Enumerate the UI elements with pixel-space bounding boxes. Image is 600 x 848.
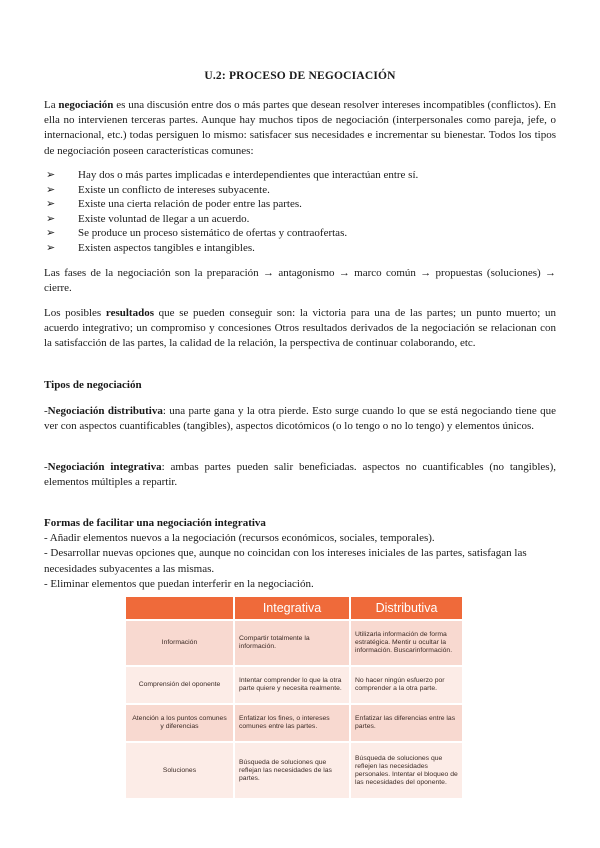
table-row	[126, 704, 462, 742]
table-cell: Atención a los puntos comunes y diferencias	[126, 704, 234, 742]
term-distributiva: Negociación distributiva	[47, 405, 163, 417]
list-item: ➢ Hay dos o más partes implicadas e interdependientes que interactúan entre sí.	[44, 168, 556, 183]
types-heading: Tipos de negociación	[44, 379, 142, 391]
table-header-empty	[126, 597, 234, 620]
table-cell: Compartir totalmente la información.	[234, 620, 350, 666]
term-integrativa: Negociación integrativa	[47, 461, 162, 473]
table-cell: Información	[126, 620, 234, 666]
table-cell: Utilizarla información de forma estratégica. Mentir u ocultar la información. Buscarinformación.	[350, 620, 462, 666]
list-item: - Eliminar elementos que puedan interferir en la negociación.	[44, 577, 314, 590]
table-header-distributiva: Distributiva	[350, 597, 462, 620]
table-cell: Enfatizar las diferencias entre las partes.	[350, 704, 462, 742]
term-negociacion: negociación	[58, 99, 114, 111]
table-cell: Enfatizar los fines, o intereses comunes entre las partes.	[234, 704, 350, 742]
table-cell: Soluciones	[126, 742, 234, 798]
table-cell: Búsqueda de soluciones que reflejan las necesidades de las partes.	[234, 742, 350, 798]
arrow-bullet-icon: ➢	[46, 212, 56, 225]
list-item: - Añadir elementos nuevos a la negociación (recursos económicos, sociales, temporales).	[44, 532, 435, 545]
list-item: ➢ Se produce un proceso sistemático de ofertas y contraofertas.	[44, 226, 556, 241]
table-cell: Búsqueda de soluciones que reflejen las necesidades personales. Intentar el bloqueo de las necesidades del oponente.	[350, 742, 462, 798]
table-row	[126, 742, 462, 798]
table-cell: No hacer ningún esfuerzo por comprender a la otra parte.	[350, 666, 462, 704]
intro-paragraph: La negociación es una discusión entre dos o más partes que desean resolver intereses incompatibles (conflictos). En ella no intervienen terceras partes. Aunque hay muchos tipos de negociación (interpersonales como pareja, jefe, o internacional, etc.) todas persiguen lo mismo: satisfacer sus necesidades e incrementar su bienestar. Todos los tipos de negociación poseen características comunes:	[44, 99, 557, 157]
distributive-paragraph: -Negociación distributiva: una parte gana y la otra pierde. Esto surge cuando lo que se está negociando tiene que ver con aspectos cuantificables (tangibles), aspectos dicotómicos (o lo tengo o no lo tengo) y elementos únicos.	[44, 405, 556, 433]
table-header-row	[126, 597, 462, 620]
phases-paragraph: Las fases de la negociación son la preparación → antagonismo → marco común → propuestas (soluciones) → cierre.	[44, 267, 556, 295]
list-item: ➢ Existe una cierta relación de poder entre las partes.	[44, 197, 556, 212]
arrow-bullet-icon: ➢	[46, 198, 56, 211]
arrow-bullet-icon: ➢	[46, 169, 56, 181]
list-item: - Desarrollar nuevas opciones que, aunque no coincidan con los intereses iniciales de las partes, satisfagan las necesidades subyacentes a las mismas.	[44, 547, 527, 575]
table-row	[126, 620, 462, 666]
arrow-bullet-icon: ➢	[46, 227, 56, 240]
results-paragraph: Los posibles resultados que se pueden conseguir son: la victoria para una de las partes; un punto muerto; un acuerdo integrativo; un compromiso y concesiones Otros resultados derivados de la negociación se relacionan con la satisfacción de las partes, la calidad de la relación, la perspectiva de continuar colaborando, etc.	[44, 307, 557, 350]
arrow-bullet-icon: ➢	[46, 241, 56, 254]
list-item: ➢ Existe un conflicto de intereses subyacente.	[44, 183, 556, 198]
table-cell: Comprensión del oponente	[126, 666, 234, 704]
comparison-table	[126, 597, 462, 798]
facilitate-heading: Formas de facilitar una negociación integrativa	[44, 517, 266, 529]
table-row	[126, 666, 462, 704]
characteristics-list	[44, 168, 556, 256]
arrow-bullet-icon: ➢	[46, 183, 56, 196]
document-title: U.2: PROCESO DE NEGOCIACIÓN	[204, 70, 396, 82]
term-resultados: resultados	[105, 307, 154, 319]
list-item: ➢ Existe voluntad de llegar a un acuerdo.	[44, 212, 556, 227]
list-item: ➢ Existen aspectos tangibles e intangibles.	[44, 241, 556, 256]
facilitate-section	[44, 516, 556, 592]
integrative-paragraph: -Negociación integrativa: ambas partes pueden salir beneficiadas. aspectos no cuantificables (no tangibles), elementos múltiples a repartir.	[44, 461, 556, 489]
table-cell: Intentar comprender lo que la otra parte quiere y necesita realmente.	[234, 666, 350, 704]
table-header-integrativa: Integrativa	[234, 597, 350, 620]
